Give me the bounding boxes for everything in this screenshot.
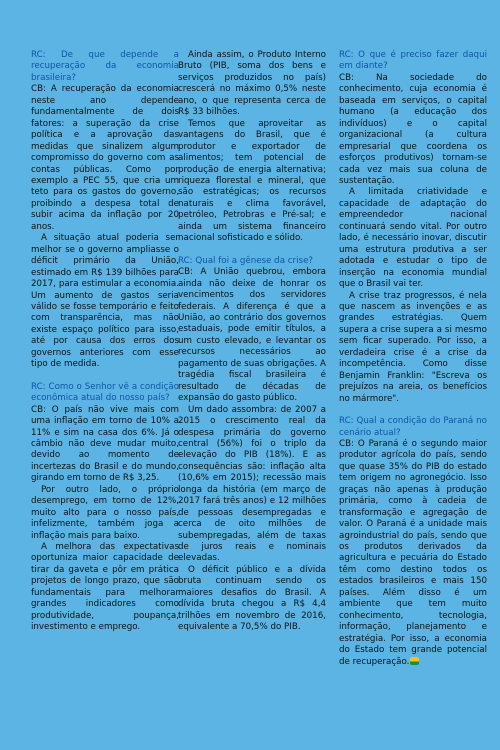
answer-paragraph <box>339 73 487 188</box>
column-1 <box>31 50 179 634</box>
answer-paragraph <box>178 50 326 119</box>
paragraph-text: A melhora das expectativas oportuniza maior capacidade de tirar da gaveta e pôr em prática projetos de longo prazo, que são fundamentais para melhorar grandes indicadores como produtividade, poupança, investimento e emprego. <box>31 542 179 633</box>
paragraph-text: A crise traz progressos, é nela que nascem as invenções e as grandes estratégias. Quem supera a crise supera a si mesmo sem ficar superado. Por isso, a verdadeira crise é a crise da incompetência. Como disse Benjamin Franklin: "Escreva os prejuízos na areia, os benefícios no mármore". <box>339 290 487 404</box>
question-text: RC: O que é preciso fazer daqui em diante? <box>339 50 487 72</box>
paragraph-text: A limitada criatividade e capacidade de adaptação do empreendedor nacional continuará sendo vital. Por outro lado, é necessário inovar, discutir uma estrutura produtiva a ser adotada e estudar o tipo de inserção na economia mundial que o Brasil vai ter. <box>339 187 487 290</box>
paragraph-text: CB: A recuperação da economia neste ano depende fundamentalmente de dois fatores: a superação da crise política e a aprovação das medidas que sinalizem algum compromisso do governo com as contas públicas. Como por exemplo a PEC 55, que cria um teto para os gastos do governo, proibindo a despesa total de subir acima da inflação por 20 anos. <box>31 84 179 232</box>
answer-paragraph <box>31 405 179 485</box>
end-of-article-icon <box>410 657 419 665</box>
answer-paragraph <box>31 485 179 542</box>
interview-question <box>339 50 487 73</box>
answer-paragraph <box>178 565 326 634</box>
interview-question <box>339 416 487 439</box>
paragraph-text: CB: O país não vive mais com uma inflação em torno de 10% a 11% e sim na casa dos 6%. Já o câmbio não deve mudar muito, devido ao momento de incertezas do Brasil e do mundo, girando em torno de R$ 3,25. <box>31 404 179 484</box>
answer-paragraph <box>178 267 326 404</box>
question-text: RC: Qual a condição do Paraná no cenário atual? <box>339 416 487 438</box>
paragraph-text: Um dado assombra: de 2007 a 2015 o crescimento real da despesa primária do governo central (56%) foi o triplo da elevação do PIB (18%). E as consequências são: inflação alta (10,6% em 2015); recessão mais longa da história (em março de 2017 fará três anos) e 12 milhões de pessoas desempregadas e cerca de oito milhões de subempregadas, além de taxas de juros reais e nominais elevadas. <box>178 404 326 564</box>
answer-paragraph <box>31 84 179 233</box>
paragraph-text: Ainda assim, o Produto Interno Bruto (PIB, soma dos bens e serviços produzidos no país) crescerá no máximo 0,5% neste ano, o que representa cerca de R$ 33 bilhões. <box>178 50 326 118</box>
answer-paragraph <box>339 187 487 290</box>
interview-question <box>31 50 179 84</box>
answer-paragraph <box>178 119 326 245</box>
paragraph-text: A situação atual poderia ser melhor se o governo ampliasse o déficit primário da União, estimado em R$ 139 bilhões para 2017, para estimular a economia. Um aumento de gastos seria válido se fosse temporário e feito com transparência, mas não existe espaço político para isso, até por causa dos erros dos governos anteriores com esse tipo de medida. <box>31 233 179 370</box>
answer-paragraph <box>339 439 487 668</box>
question-text: RC: Qual foi a gênese da crise? <box>178 255 314 266</box>
paragraph-gap <box>31 371 179 382</box>
paragraph-gap <box>339 405 487 416</box>
question-text: RC: De que depende a recuperação da economia brasileira? <box>31 50 179 83</box>
paragraph-text: CB: A União quebrou, embora ainda não deixe de honrar os vencimentos dos servidores federais. A diferença é que a União, ao contrário dos governos estaduais, pode emitir títulos, a um custo elevado, e levantar os recursos necessários ao pagamento de suas obrigações. A tragédia fiscal brasileira é resultado de décadas de expansão do gasto público. <box>178 267 326 404</box>
paragraph-text: O déficit público e a dívida bruta continuam sendo os maiores desafios do Brasil. A dívida bruta chegou a R$ 4,4 trilhões em novembro de 2016, equivalente a 70,5% do PIB. <box>178 564 326 633</box>
paragraph-text: CB: O Paraná é o segundo maior produtor agrícola do país, sendo que quase 35% do PIB do estado tem origem no agronegócio. Isso graças não apenas à produção primária, como à cadeia de transformação e agregação de valor. O Paraná é a unidade mais agroindustrial do país, sendo que os produtos derivados da agricultura e pecuária do Estado têm como destino todos os estados brasileiros e mais 150 países. Além disso é um ambiente que tem muito conhecimento, tecnologia, informação, planejamento e estratégia. Por isso, a economia do Estado tem grande potencial de recuperação. <box>339 438 487 667</box>
interview-question <box>178 256 326 267</box>
answer-paragraph <box>31 233 179 370</box>
paragraph-text: Por outro lado, o próprio desemprego, em torno de 12%, muito alto para o nosso país, infelizmente, também joga a inflação mais para baixo. <box>31 484 179 541</box>
question-text: RC: Como o Senhor vê a condição econômica atual do nosso país? <box>31 381 179 404</box>
paragraph-text: CB: Na sociedade do conhecimento, cuja economia é baseada em serviços, o capital humano (a educação dos indivíduos) e o capital organizacional (a cultura empresarial que coordena os esforços produtivos) tornam-se cada vez mais sua coluna de sustentação. <box>339 72 487 186</box>
column-3 <box>339 50 487 668</box>
paragraph-gap <box>178 245 326 256</box>
answer-paragraph <box>178 405 326 565</box>
interview-question <box>31 382 179 405</box>
answer-paragraph <box>339 291 487 406</box>
column-2 <box>178 50 326 634</box>
answer-paragraph <box>31 542 179 634</box>
paragraph-text: Temos que aproveitar as vantagens do Brasil, que é produtor e exportador de alimentos; tem potencial de produção de energia alternativa; riqueza florestal e mineral, que são estratégicas; os recursos naturais e clima favorável, petróleo, Petrobras e Pré-sal; e ainda um sistema financeiro nacional sofisticado e sólido. <box>178 118 326 244</box>
